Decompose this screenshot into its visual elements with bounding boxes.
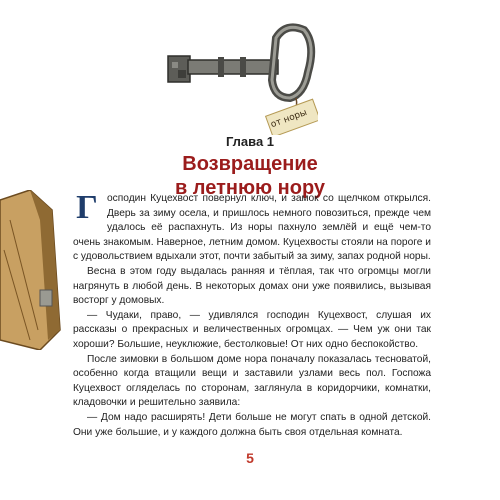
paragraph-5: — Дом надо расширять! Дети больше не могут спать в одной детской. Они уже большие, и у каждого должна быть своя отдельная комната. <box>73 411 431 438</box>
chapter-title-line-2: в летнюю нору <box>174 177 326 199</box>
door-edge-illustration <box>0 190 64 350</box>
paragraph-3: — Чудаки, право, — удивлялся господин Куцехвост, слушая их рассказы о прекрасных и величественных огромцах. — Чем уж они так хороши? Большие, неуклюжие, бестолковые! От них одно беспокойство. <box>73 309 431 350</box>
chapter-label: Глава 1 <box>225 134 275 149</box>
page-number: 5 <box>246 450 254 466</box>
drop-cap: Г <box>76 189 98 226</box>
paragraph-1 <box>73 189 431 265</box>
chapter-title-line-1: Возвращение <box>182 153 318 175</box>
paragraph-2: Весна в этом году выдалась ранняя и тёплая, так что огромцы могли нагрянуть в любой день. В некоторых домах они уже появились, вызывая восторг у домовых. <box>73 265 431 307</box>
paragraph-4: После зимовки в большом доме нора поначалу показалась тесноватой, особенно когда втащили вещи и заставили узлами весь пол. Госпожа Куцехвост огляделась по сторонам, заглянула в коридорчики, комнатки, кладовочки и решительно заявила: <box>73 353 431 409</box>
paragraph-1-text: осподин Куцехвост повернул ключ, и замок со щелчком открылся. Дверь за зиму осела, и пришлось немного повозиться, прежде чем удалось её распахнуть. Из норы пахнуло землёй и ещё чем-то очень знакомым. Наверное, летним домом. Куцехвосты стояли на пороге и с удовольствием вдыхали этот, почти забытый за зиму, запах родной норы. <box>73 193 431 263</box>
chapter-text <box>73 189 431 440</box>
key-tag-text: от норы <box>269 107 309 131</box>
